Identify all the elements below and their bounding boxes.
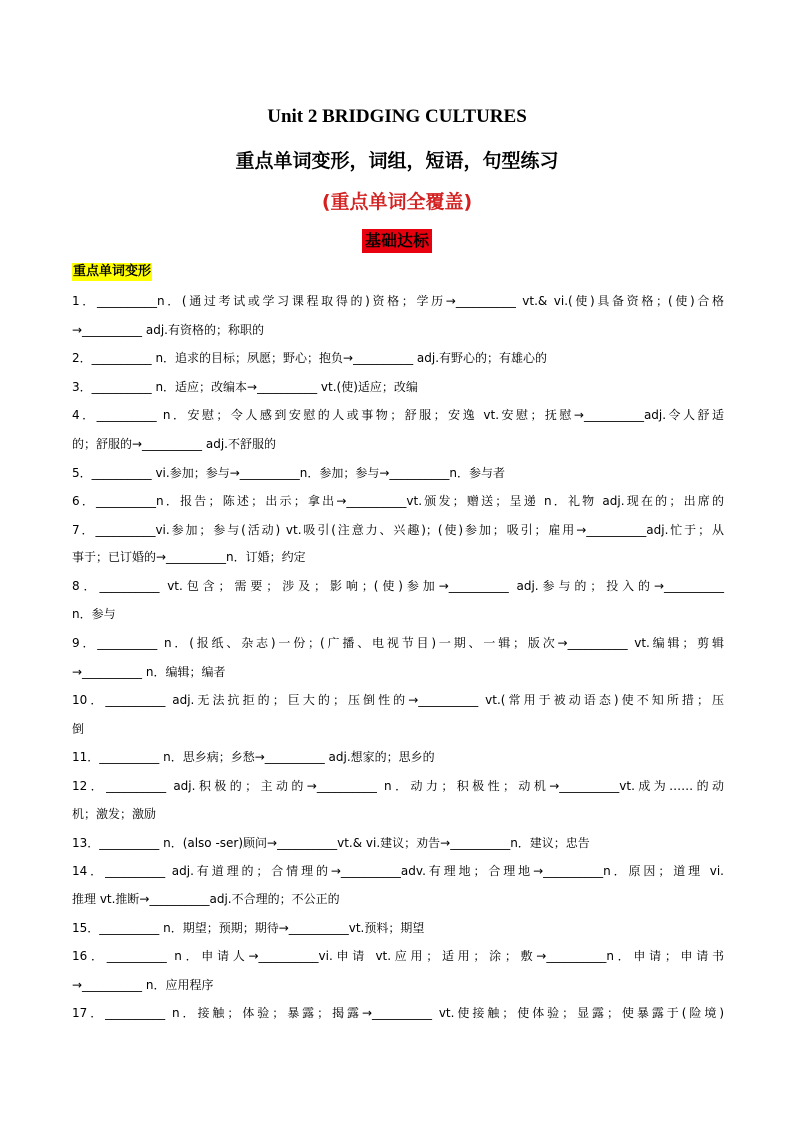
unit-title: Unit 2 BRIDGING CULTURES bbox=[267, 106, 527, 127]
exercise-line: 16．__________ n．申请人→__________vi.申请 vt.应用；适用；涂；敷→__________n．申请；申请书 bbox=[72, 949, 724, 963]
exercise-line: →__________ n．编辑；编者 bbox=[72, 665, 226, 679]
exercise-line: 17．__________ n．接触；体验；暴露；揭露→__________ vt.使接触；使体验；显露；使暴露于(险境) bbox=[72, 1006, 724, 1020]
exercise-line: 13．__________ n．(also -ser)顾问→__________vt.& vi.建议；劝告→__________n．建议；忠告 bbox=[72, 836, 590, 850]
exercise-line: 14．__________ adj.有道理的；合情理的→__________adv.有理地；合理地→__________n．原因；道理 vi. bbox=[72, 864, 724, 878]
exercise-line: 的；舒服的→__________ adj.不舒服的 bbox=[72, 437, 276, 451]
exercise-line: 1．__________n．(通过考试或学习课程取得的)资格；学历→__________ vt.& vi.(使)具备资格；(使)合格 bbox=[72, 294, 724, 308]
exercise-line: 倒 bbox=[72, 722, 85, 736]
exercise-line: 10．__________ adj.无法抗拒的；巨大的；压倒性的→__________ vt.(常用于被动语态)使不知所措；压 bbox=[72, 693, 724, 707]
exercise-line: 6．__________n．报告；陈述；出示；拿出→__________vt.颁发；赠送；呈递 n．礼物 adj.现在的；出席的 bbox=[72, 494, 724, 508]
exercise-line: 9．__________ n．(报纸、杂志)一份；(广播、电视节目)一期、一辑；版次→__________ vt.编辑；剪辑 bbox=[72, 636, 724, 650]
exercise-line: 7．__________vi.参加；参与(活动) vt.吸引(注意力、兴趣)；(使)参加；吸引；雇用→__________adj.忙于；从 bbox=[72, 523, 724, 537]
exercise-line: 4．__________ n．安慰；令人感到安慰的人或事物；舒服；安逸 vt.安慰；抚慰→__________adj.令人舒适 bbox=[72, 408, 724, 422]
exercise-line: →__________ adj.有资格的；称职的 bbox=[72, 323, 264, 337]
section-label: 重点单词变形 bbox=[73, 264, 152, 279]
level-badge: 基础达标 bbox=[362, 229, 432, 253]
exercise-line: 3．__________ n．适应；改编本→__________ vt.(使)适应；改编 bbox=[72, 380, 418, 394]
exercise-line: 15．__________ n．期望；预期；期待→__________vt.预料；期望 bbox=[72, 921, 425, 935]
exercise-line: 12．__________ adj.积极的；主动的→__________ n．动力；积极性；动机→__________vt.成为……的动 bbox=[72, 779, 724, 793]
exercise-line: →__________ n．应用程序 bbox=[72, 978, 214, 992]
coverage-subtitle: (重点单词全覆盖) bbox=[321, 191, 473, 213]
exercise-title: 重点单词变形，词组，短语，句型练习 bbox=[235, 150, 559, 172]
exercise-line: 8．__________ vt.包含；需要；涉及；影响；(使)参加→__________ adj.参与的；投入的→__________ bbox=[72, 579, 724, 593]
exercise-line: 2．__________ n．追求的目标；夙愿；野心；抱负→__________ adj.有野心的；有雄心的 bbox=[72, 351, 548, 365]
exercise-line: n．参与 bbox=[72, 607, 116, 621]
exercise-line: 事于；已订婚的→__________n．订婚；约定 bbox=[72, 550, 306, 564]
exercise-line: 推理 vt.推断→__________adj.不合理的；不公正的 bbox=[72, 892, 340, 906]
exercise-line: 5．__________ vi.参加；参与→__________n．参加；参与→__________n．参与者 bbox=[72, 466, 506, 480]
exercise-line: 机；激发；激励 bbox=[72, 807, 157, 821]
exercise-line: 11．__________ n．思乡病；乡愁→__________ adj.想家的；思乡的 bbox=[72, 750, 435, 764]
